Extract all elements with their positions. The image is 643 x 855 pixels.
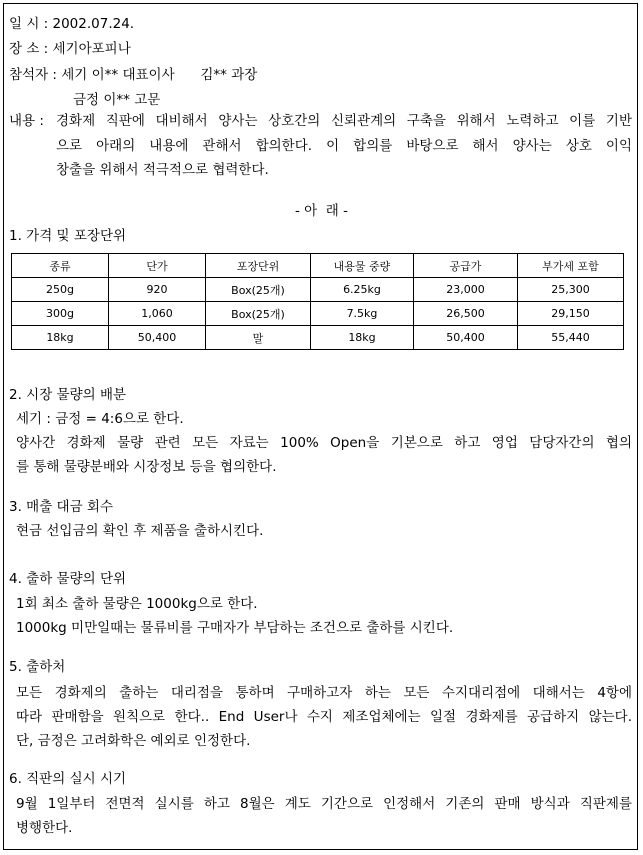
price-table bbox=[11, 253, 624, 350]
table-cell: 18kg bbox=[12, 326, 109, 350]
divider-heading: - 아 래 - bbox=[295, 203, 348, 219]
attendees-line-1: 참석자 : 세기 이** 대표이사 김** 과장 bbox=[9, 67, 258, 83]
table-row bbox=[12, 278, 624, 302]
section-3-line-1: 현금 선입금의 확인 후 제품을 출하시킨다. bbox=[16, 523, 264, 539]
section-6-line-1: 9월 1일부터 전면적 실시를 하고 8월은 계도 기간으로 인정해서 기존의 판매 방식과 직판제를 bbox=[16, 796, 632, 812]
section-3-title: 3. 매출 대금 회수 bbox=[9, 499, 113, 515]
table-cell: 50,400 bbox=[414, 326, 518, 350]
table-cell: 1,060 bbox=[109, 302, 206, 326]
table-cell: Box(25개) bbox=[206, 302, 311, 326]
table-cell: 26,500 bbox=[414, 302, 518, 326]
attendees-line-2: 금정 이** 고문 bbox=[73, 92, 161, 108]
table-cell: 50,400 bbox=[109, 326, 206, 350]
table-cell: 7.5kg bbox=[311, 302, 414, 326]
table-cell: 250g bbox=[12, 278, 109, 302]
content-line-1: 경화제 직판에 대비해서 양사는 상호간의 신뢰관계의 구축을 위해서 노력하고 이를 기반 bbox=[56, 113, 632, 129]
table-cell: 300g bbox=[12, 302, 109, 326]
section-4-title: 4. 출하 물량의 단위 bbox=[9, 571, 127, 587]
table-header-cell: 포장단위 bbox=[206, 254, 311, 278]
section-6-title: 6. 직판의 실시 시기 bbox=[9, 771, 127, 787]
table-cell: 29,150 bbox=[518, 302, 624, 326]
section-2-title: 2. 시장 물량의 배분 bbox=[9, 387, 127, 403]
table-header-cell: 내용물 중량 bbox=[311, 254, 414, 278]
content-line-2: 으로 아래의 내용에 관해서 합의한다. 이 합의를 바탕으로 해서 양사는 상호 이익 bbox=[56, 138, 632, 154]
table-header-cell: 단가 bbox=[109, 254, 206, 278]
section-5-line-1: 모든 경화제의 출하는 대리점을 통하며 구매하고자 하는 모든 수지대리점에 대해서는 4항에 bbox=[16, 685, 632, 701]
table-cell: 25,300 bbox=[518, 278, 624, 302]
meeting-place: 장 소 : 세기아포피나 bbox=[9, 41, 131, 57]
table-header-row bbox=[12, 254, 624, 278]
table-header-cell: 공급가 bbox=[414, 254, 518, 278]
table-header-cell: 종류 bbox=[12, 254, 109, 278]
section-1-title: 1. 가격 및 포장단위 bbox=[9, 228, 127, 244]
meeting-date: 일 시 : 2002.07.24. bbox=[9, 16, 135, 32]
table-cell: 말 bbox=[206, 326, 311, 350]
section-4-line-1: 1회 최소 출하 물량은 1000kg으로 한다. bbox=[16, 596, 258, 612]
section-4-line-2: 1000kg 미만일때는 물류비를 구매자가 부담하는 조건으로 출하를 시킨다. bbox=[16, 620, 454, 636]
section-5-title: 5. 출하처 bbox=[9, 659, 66, 675]
section-2-line-1: 세기 : 금정 = 4:6으로 한다. bbox=[16, 411, 184, 427]
table-header-cell: 부가세 포함 bbox=[518, 254, 624, 278]
table-row bbox=[12, 302, 624, 326]
table-row bbox=[12, 326, 624, 350]
content-label: 내용 : bbox=[9, 113, 44, 129]
table-cell: 55,440 bbox=[518, 326, 624, 350]
table-cell: 920 bbox=[109, 278, 206, 302]
table-cell: 6.25kg bbox=[311, 278, 414, 302]
section-2-line-2: 양사간 경화제 물량 관련 모든 자료는 100% Open을 기본으로 하고 영업 담당자간의 협의 bbox=[16, 435, 632, 451]
table-cell: 23,000 bbox=[414, 278, 518, 302]
section-5-line-2: 따라 판매함을 원칙으로 한다.. End User나 수지 제조업체에는 일절 경화제를 공급하지 않는다. bbox=[16, 709, 632, 725]
content-line-3: 창출을 위해서 적극적으로 협력한다. bbox=[56, 162, 269, 178]
section-2-line-3: 를 통해 물량분배와 시장정보 등을 협의한다. bbox=[16, 459, 277, 475]
table-cell: 18kg bbox=[311, 326, 414, 350]
section-6-line-2: 병행한다. bbox=[16, 820, 73, 836]
table-cell: Box(25개) bbox=[206, 278, 311, 302]
section-5-line-3: 단, 금정은 고려화학은 예외로 인정한다. bbox=[16, 733, 251, 749]
